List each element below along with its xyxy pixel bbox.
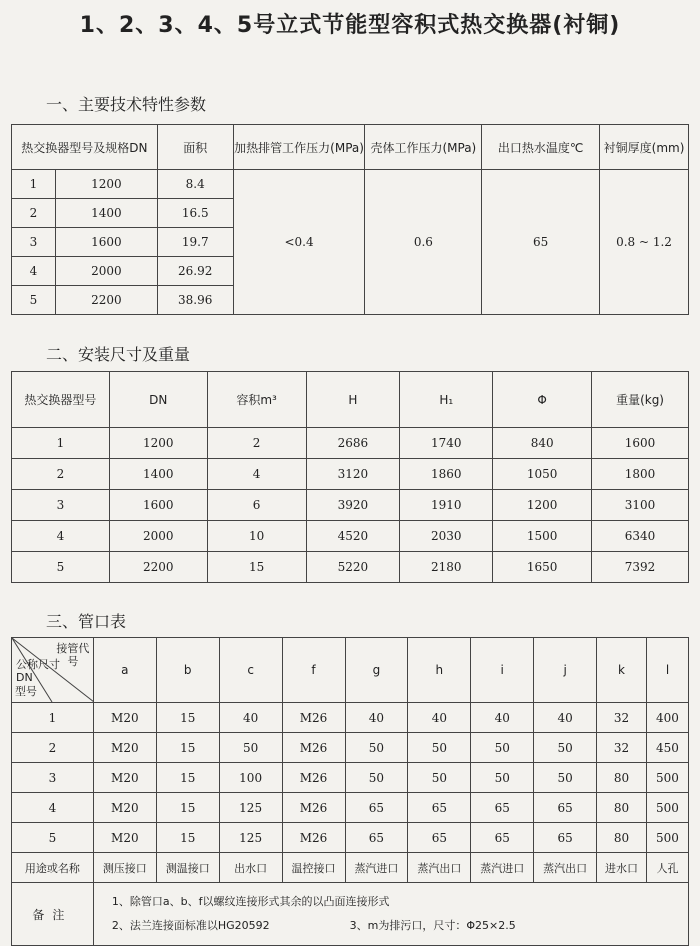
table-cell: 6 [207,490,306,521]
header-volume: 容积m³ [207,372,306,428]
usage-cell: 出水口 [219,853,282,883]
table-cell: 4520 [306,521,400,552]
header-code-h: h [408,638,471,703]
table-row [12,552,689,583]
cell-area: 26.92 [157,257,233,286]
table-cell: 65 [471,793,534,823]
header-code-k: k [597,638,647,703]
cell-dn: 1600 [55,228,157,257]
table-cell: 500 [646,793,688,823]
table-cell: 80 [597,763,647,793]
table-cell: 2200 [109,552,207,583]
notes-label: 备注 [12,883,94,946]
header-phi: Φ [493,372,592,428]
table-cell: 32 [597,703,647,733]
table-cell: 50 [471,733,534,763]
install-dimensions-table [11,371,689,583]
table-cell: 3920 [306,490,400,521]
header-h1: H₁ [400,372,493,428]
document-title: 1、2、3、4、5号立式节能型容积式热交换器(衬铜) [79,13,621,38]
usage-cell: 蒸汽进口 [471,853,534,883]
cell-dn: 1400 [55,199,157,228]
table-cell: 50 [408,763,471,793]
table-cell: M20 [93,703,156,733]
cell-outlet-temp: 65 [482,170,600,315]
table-row [12,170,689,199]
header-shell-pressure: 壳体工作压力(MPa) [365,125,482,170]
model-cell: 2 [12,733,94,763]
table-cell: 1600 [592,428,689,459]
cell-shell-pressure: 0.6 [365,170,482,315]
table-cell: 50 [408,733,471,763]
usage-cell: 测温接口 [156,853,219,883]
table-cell: 1650 [493,552,592,583]
table-cell: 3 [12,490,110,521]
table-row [12,763,689,793]
usage-cell: 蒸汽进口 [345,853,408,883]
table-cell: 1800 [592,459,689,490]
table-cell: 1500 [493,521,592,552]
header-code-f: f [282,638,345,703]
usage-cell: 温控接口 [282,853,345,883]
section2-heading: 二、安装尺寸及重量 [46,345,191,364]
table-row [12,703,689,733]
header-model: 热交换器型号 [12,372,110,428]
table-header-row [12,125,689,170]
table-cell: 2180 [400,552,493,583]
table-row [12,793,689,823]
cell-no: 5 [12,286,56,315]
table-cell: 15 [156,703,219,733]
corner-top-label: 接管代号 [56,642,90,668]
table-row [12,521,689,552]
table-header-row [12,638,689,703]
table-cell: 15 [156,793,219,823]
header-dn: DN [109,372,207,428]
usage-cell: 测压接口 [93,853,156,883]
note-2-3 [112,914,688,938]
tech-params-table [11,124,689,315]
usage-cell: 进水口 [597,853,647,883]
table-cell: 15 [156,763,219,793]
header-code-j: j [534,638,597,703]
usage-label: 用途或名称 [12,853,94,883]
cell-no: 2 [12,199,56,228]
header-code-c: c [219,638,282,703]
table-cell: 65 [408,823,471,853]
table-cell: M26 [282,763,345,793]
table-cell: 450 [646,733,688,763]
cell-area: 16.5 [157,199,233,228]
table-cell: 65 [534,793,597,823]
table-cell: 15 [156,823,219,853]
table-header-row [12,372,689,428]
table-cell: 4 [12,521,110,552]
table-cell: 15 [207,552,306,583]
header-code-b: b [156,638,219,703]
table-cell: 1740 [400,428,493,459]
cell-no: 3 [12,228,56,257]
table-cell: 2030 [400,521,493,552]
table-cell: 2000 [109,521,207,552]
cell-dn: 2000 [55,257,157,286]
table-cell: M26 [282,793,345,823]
table-cell: M20 [93,763,156,793]
table-cell: 80 [597,793,647,823]
table-cell: 3120 [306,459,400,490]
table-cell: 50 [534,733,597,763]
cell-area: 8.4 [157,170,233,199]
table-cell: M20 [93,793,156,823]
cell-dn: 2200 [55,286,157,315]
usage-row [12,853,689,883]
table-cell: 40 [219,703,282,733]
table-cell: 40 [345,703,408,733]
header-code-l: l [646,638,688,703]
table-cell: 40 [471,703,534,733]
notes-row [12,883,689,946]
table-cell: 5 [12,552,110,583]
table-cell: 1860 [400,459,493,490]
table-cell: 5220 [306,552,400,583]
table-row [12,428,689,459]
table-cell: 3100 [592,490,689,521]
usage-cell: 蒸汽出口 [534,853,597,883]
cell-tube-pressure: <0.4 [233,170,365,315]
cell-area: 38.96 [157,286,233,315]
table-cell: 1200 [109,428,207,459]
table-cell: 50 [219,733,282,763]
table-cell: 65 [408,793,471,823]
table-cell: 125 [219,793,282,823]
note-2: 2、法兰连接面标准以HG20592 [111,919,270,932]
header-area: 面积 [157,125,233,170]
table-row [12,459,689,490]
table-cell: 80 [597,823,647,853]
section1-heading: 一、主要技术特性参数 [46,95,207,114]
table-cell: 65 [345,823,408,853]
cell-dn: 1200 [55,170,157,199]
table-cell: 1910 [400,490,493,521]
model-cell: 5 [12,823,94,853]
usage-cell: 蒸汽出口 [408,853,471,883]
table-cell: 1400 [109,459,207,490]
table-cell: M20 [93,733,156,763]
notes-content [93,883,688,946]
table-cell: 500 [646,763,688,793]
corner-middle-label: 公称尺寸 DN [16,658,60,684]
header-copper-thickness: 衬铜厚度(mm) [600,125,689,170]
header-tube-pressure: 加热排管工作压力(MPa) [233,125,365,170]
table-cell: 1050 [493,459,592,490]
table-cell: 2 [12,459,110,490]
table-cell: 1200 [493,490,592,521]
corner-bottom-label: 型号 [15,685,37,698]
table-cell: 2 [207,428,306,459]
table-cell: 32 [597,733,647,763]
table-cell: M26 [282,733,345,763]
table-cell: 10 [207,521,306,552]
table-cell: 100 [219,763,282,793]
table-cell: 65 [534,823,597,853]
model-cell: 3 [12,763,94,793]
table-cell: 15 [156,733,219,763]
table-cell: 50 [345,733,408,763]
table-cell: 125 [219,823,282,853]
header-code-g: g [345,638,408,703]
table-row [12,490,689,521]
table-cell: 7392 [592,552,689,583]
table-cell: 400 [646,703,688,733]
table-cell: 6340 [592,521,689,552]
header-h: H [306,372,400,428]
header-weight: 重量(kg) [592,372,689,428]
table-cell: 50 [471,763,534,793]
table-cell: M26 [282,823,345,853]
header-code-a: a [93,638,156,703]
cell-no: 1 [12,170,56,199]
table-cell: M26 [282,703,345,733]
table-row [12,733,689,763]
table-cell: 1 [12,428,110,459]
table-cell: 1600 [109,490,207,521]
model-cell: 1 [12,703,94,733]
model-cell: 4 [12,793,94,823]
table-cell: 2686 [306,428,400,459]
note-3: 3、m为排污口，尺寸：Φ25×2.5 [349,919,516,932]
table-cell: 500 [646,823,688,853]
table-cell: 65 [345,793,408,823]
table-cell: 4 [207,459,306,490]
cell-no: 4 [12,257,56,286]
table-cell: 40 [408,703,471,733]
header-code-i: i [471,638,534,703]
table-cell: 50 [345,763,408,793]
section3-heading: 三、管口表 [46,612,127,631]
usage-cell: 人孔 [646,853,688,883]
note-1: 1、除管口a、b、f以螺纹连接形式其余的以凸面连接形式 [111,895,390,908]
nozzle-table [11,637,689,946]
header-corner-cell [12,638,94,703]
cell-copper-thickness: 0.8 ~ 1.2 [600,170,689,315]
table-cell: 65 [471,823,534,853]
table-cell: M20 [93,823,156,853]
cell-area: 19.7 [157,228,233,257]
table-cell: 50 [534,763,597,793]
table-cell: 840 [493,428,592,459]
header-model: 热交换器型号及规格DN [12,125,158,170]
table-cell: 40 [534,703,597,733]
table-row [12,823,689,853]
header-outlet-temp: 出口热水温度℃ [482,125,600,170]
